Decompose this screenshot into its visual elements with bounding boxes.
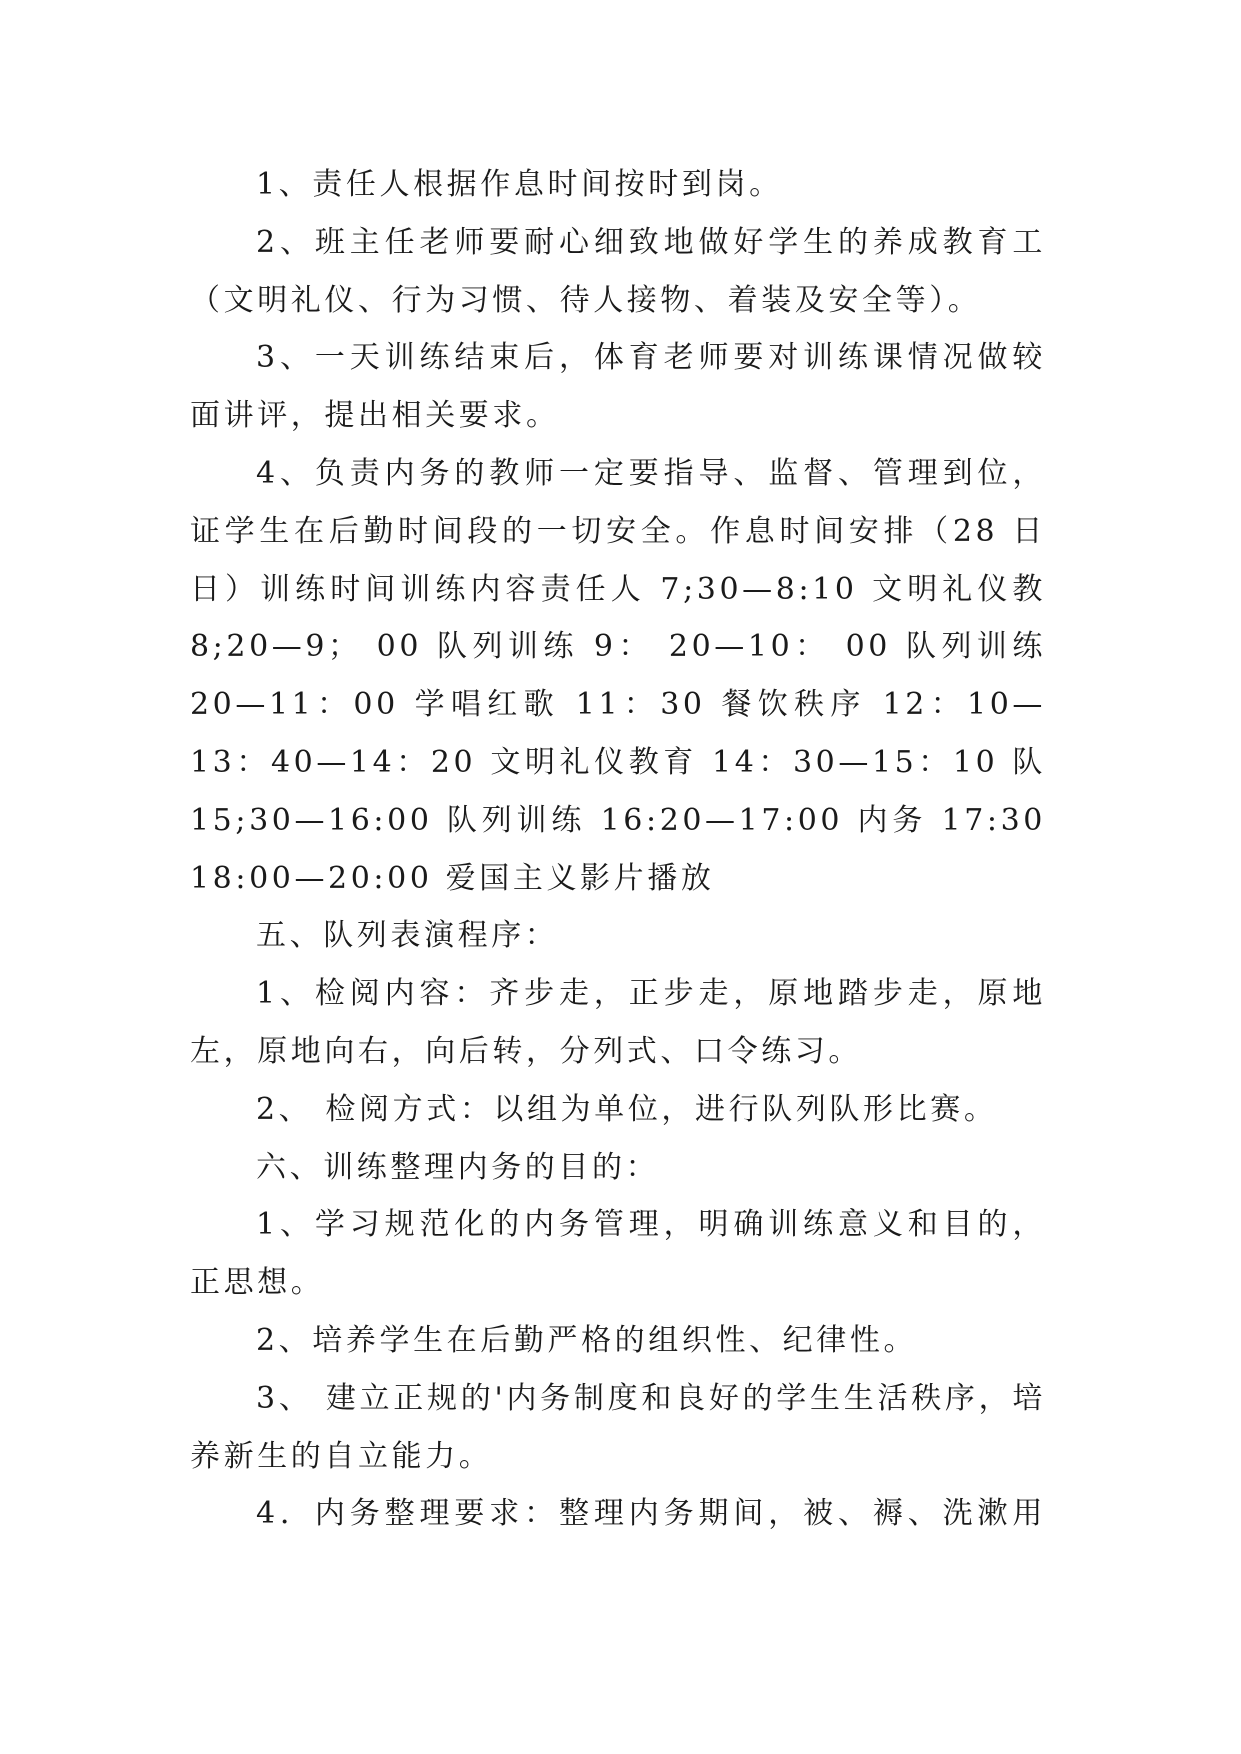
paragraph-line: 15;30—16:00 队列训练 16:20—17:00 内务 17:30 xyxy=(190,802,1046,838)
paragraph-line: 2、培养学生在后勤严格的组织性、纪律性。 xyxy=(256,1322,918,1358)
section-heading: 五、队列表演程序： xyxy=(256,918,559,954)
document-body xyxy=(190,156,1046,1543)
paragraph-line: 1、责任人根据作息时间按时到岗。 xyxy=(256,167,783,202)
paragraph-line: 1、学习规范化的内务管理，明确训练意义和目的， xyxy=(256,1207,1046,1243)
paragraph-line: （文明礼仪、行为习惯、待人接物、着装及安全等）。 xyxy=(190,282,982,318)
paragraph-line: 养新生的自立能力。 xyxy=(190,1438,493,1474)
paragraph-line: 证学生在后勤时间段的一切安全。作息时间安排（28 日 xyxy=(190,513,1046,549)
section-heading: 六、训练整理内务的目的： xyxy=(256,1149,660,1185)
paragraph-line: 3、 建立正规的'内务制度和良好的学生生活秩序，培 xyxy=(256,1380,1046,1416)
paragraph-line: 4、负责内务的教师一定要指导、监督、管理到位， xyxy=(256,455,1046,491)
paragraph-line: 20—11：00 学唱红歌 11：30 餐饮秩序 12：10— xyxy=(190,687,1046,723)
paragraph-line: 面讲评，提出相关要求。 xyxy=(190,398,560,434)
paragraph-line: 左，原地向右，向后转，分列式、口令练习。 xyxy=(190,1033,862,1069)
paragraph-line: 1、检阅内容：齐步走，正步走，原地踏步走，原地 xyxy=(256,976,1046,1012)
paragraph-line: 8;20—9； 00 队列训练 9： 20—10： 00 队列训练 xyxy=(190,629,1046,665)
paragraph-line: 日）训练时间训练内容责任人 7;30—8:10 文明礼仪教 xyxy=(190,571,1046,607)
paragraph-line: 2、班主任老师要耐心细致地做好学生的养成教育工 xyxy=(256,224,1046,260)
paragraph-line: 13：40—14：20 文明礼仪教育 14：30—15：10 队 xyxy=(190,744,1046,780)
paragraph-line: 18:00—20:00 爱国主义影片播放 xyxy=(190,860,715,896)
paragraph-line: 3、一天训练结束后，体育老师要对训练课情况做较 xyxy=(256,340,1046,376)
paragraph-line: 4．内务整理要求：整理内务期间，被、褥、洗漱用 xyxy=(256,1496,1046,1532)
paragraph-line: 2、 检阅方式：以组为单位，进行队列队形比赛。 xyxy=(256,1091,998,1127)
paragraph-line: 正思想。 xyxy=(190,1265,325,1301)
